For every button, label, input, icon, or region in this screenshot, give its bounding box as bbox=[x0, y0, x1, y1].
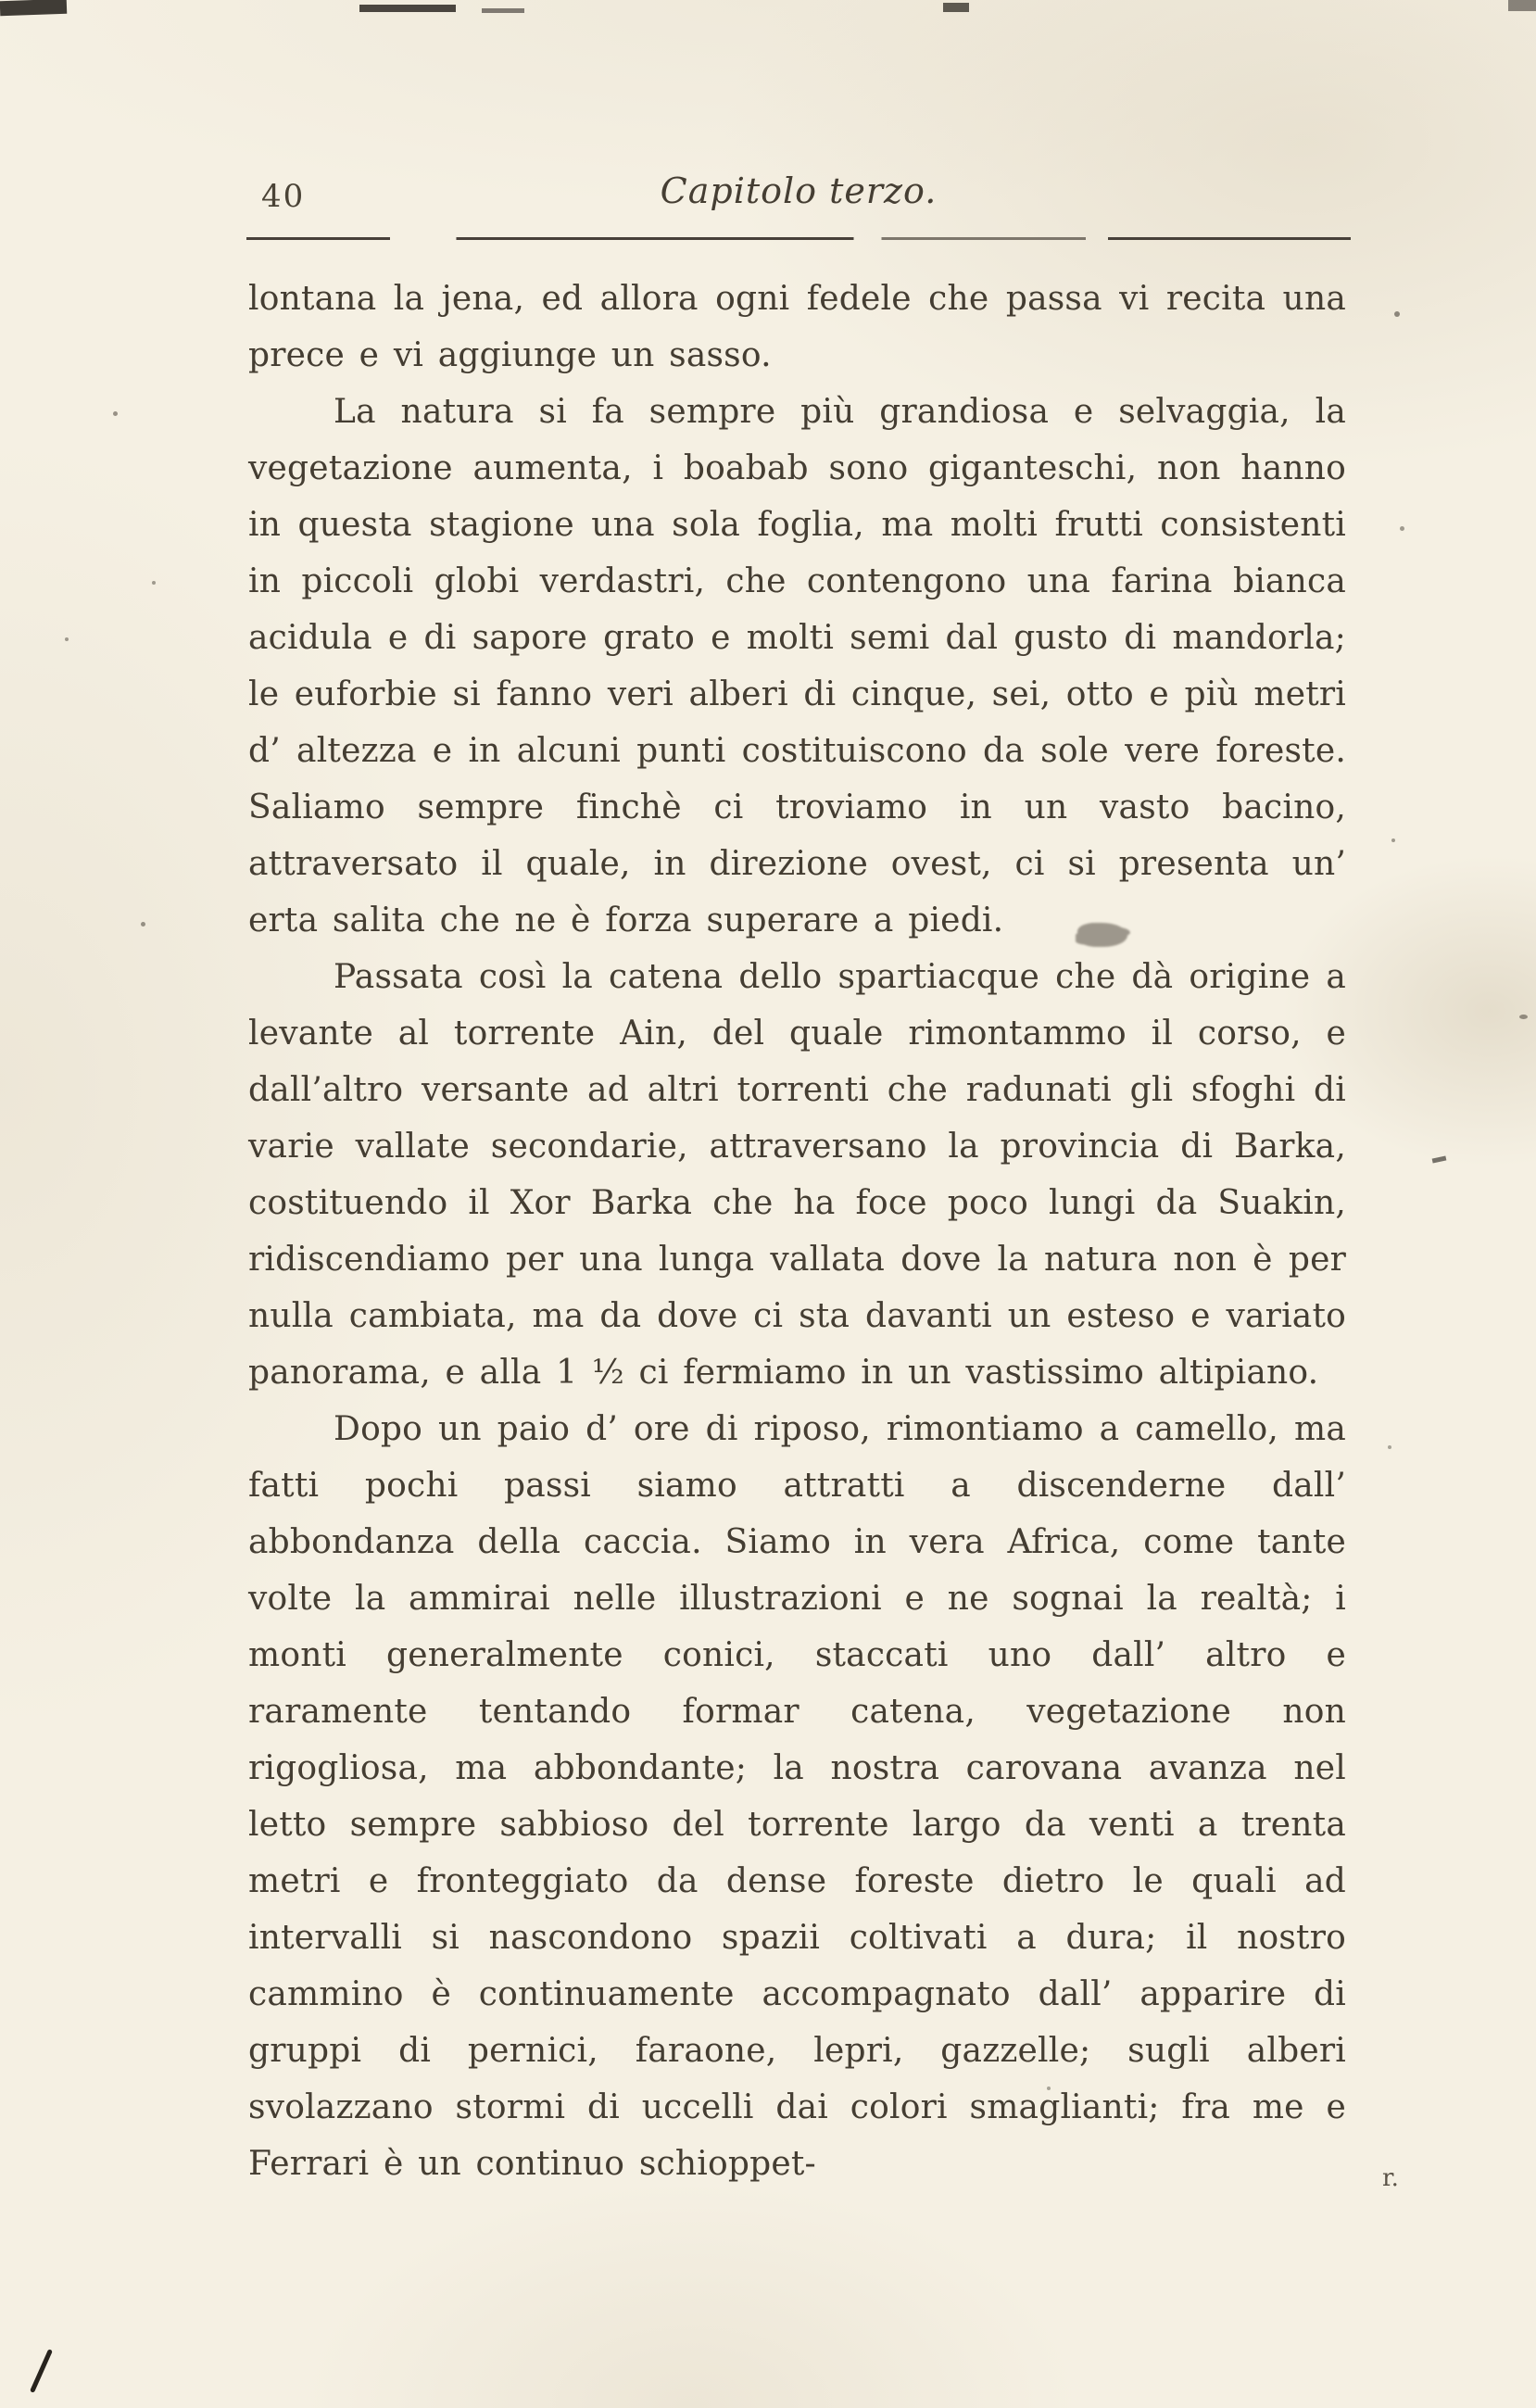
ink-speck bbox=[1391, 838, 1395, 842]
paragraph: Dopo un paio d’ ore di riposo, rimontiamo a camello, ma fatti pochi passi siamo attratti a discenderne dall’ abbondanza della caccia. Siamo in vera Africa, come tante volte la ammirai nelle illustrazioni e ne sognai la realtà; i monti generalmente conici, staccati uno dall’ altro e raramente tentando formar catena, vegetazione non rigogliosa, ma abbondante; la nostra carovana avanza nel letto sempre sabbioso del torrente largo da venti a trenta metri e fronteggiato da dense foreste dietro le quali ad intervalli si nascondono spazii coltivati a dura; il nostro cammino è continuamente accompagnato dall’ apparire di gruppi di pernici, faraone, lepri, gazzelle; sugli alberi svolazzano stormi di uccelli dai colori smaglianti; fra me e Ferrari è un continuo schioppet- bbox=[248, 1410, 1346, 2183]
marginal-printer-mark: r. bbox=[1382, 2164, 1399, 2192]
paragraph: La natura si fa sempre più grandiosa e selvaggia, la vegetazione aumenta, i boabab sono giganteschi, non hanno in questa stagione una sola foglia, ma molti frutti consistenti in piccoli globi verdastri, che contengono una farina bianca acidula e di sapore grato e molti semi dal gusto di mandorla; le euforbie si fanno veri alberi di cinque, sei, otto e più metri d’ altezza e in alcuni punti costituiscono da sole vere foreste. Saliamo sempre finchè ci troviamo in un vasto bacino, attraversato il quale, in direzione ovest, ci si presenta un’ erta salita che ne è forza superare a piedi. bbox=[248, 393, 1346, 939]
pen-stroke-mark bbox=[30, 2349, 53, 2393]
scan-edge-mark bbox=[1508, 0, 1536, 11]
ink-speck bbox=[1400, 526, 1404, 531]
ink-speck bbox=[1394, 311, 1400, 317]
text-block bbox=[248, 271, 1346, 2192]
paragraph-continuation: lontana la jena, ed allora ogni fedele che passa vi recita una prece e vi aggiunge un sasso. bbox=[248, 280, 1346, 374]
ink-speck bbox=[113, 411, 118, 416]
ink-smudge bbox=[1077, 923, 1127, 947]
header-rule bbox=[246, 237, 1351, 240]
ink-speck bbox=[1047, 2087, 1051, 2090]
scan-edge-mark bbox=[482, 8, 524, 13]
paragraph: Passata così la catena dello spartiacque che dà origine a levante al torrente Ain, del quale rimontammo il corso, e dall’altro versante ad altri torrenti che radunati gli sfoghi di varie vallate secondarie, attraversano la provincia di Barka, costituendo il Xor Barka che ha foce poco lungi da Suakin, ridiscendiamo per una lunga vallata dove la natura non è per nulla cambiata, ma da dove ci sta davanti un esteso e variato panorama, e alla 1 ½ ci fermiamo in un vastissimo altipiano. bbox=[248, 958, 1346, 1392]
scan-edge-mark bbox=[359, 5, 456, 12]
ink-dash bbox=[1432, 1155, 1447, 1163]
scan-edge-mark bbox=[0, 0, 67, 16]
page-number: 40 bbox=[261, 178, 306, 215]
ink-speck bbox=[1519, 1015, 1528, 1019]
page-header bbox=[248, 170, 1349, 228]
ink-speck bbox=[65, 637, 69, 641]
scan-edge-mark bbox=[943, 3, 969, 12]
ink-speck bbox=[1388, 1445, 1391, 1449]
ink-speck bbox=[152, 581, 156, 585]
chapter-title: Capitolo terzo. bbox=[660, 170, 938, 211]
ink-speck bbox=[141, 922, 145, 927]
